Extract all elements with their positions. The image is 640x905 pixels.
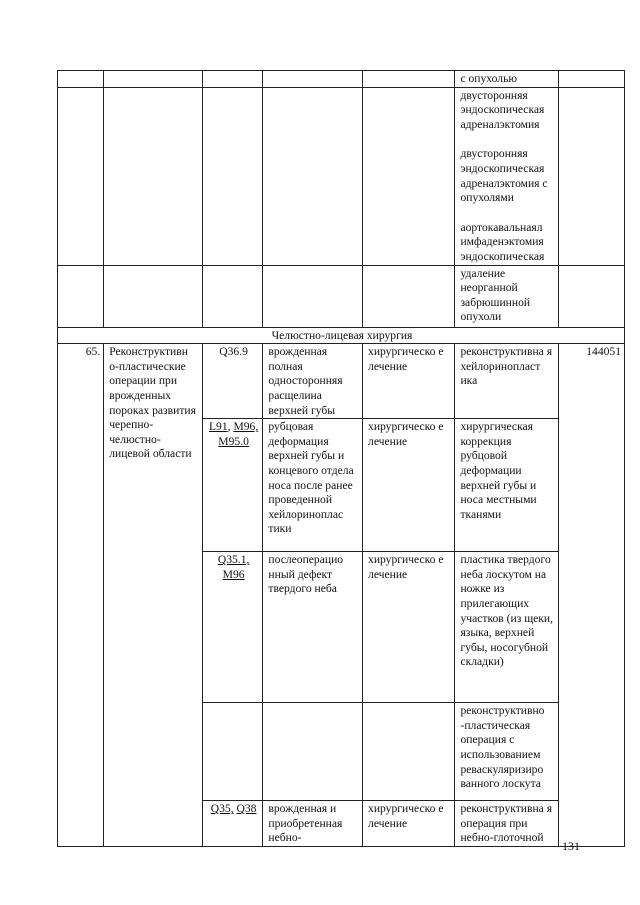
table-row [58,87,625,265]
patient-model: врожденная полная односторонняя расщелина верхней губы [263,344,363,419]
method-cell: пластика твердого неба лоскутом на ножке из прилегающих участков (из щеки, языка, верхней губы, носогубной складки) [455,552,559,703]
section-title: Челюстно-лицевая хирургия [58,327,625,344]
cost-value: 144051 [559,344,625,847]
patient-model: послеоперацио нный дефект твердого неба [263,552,363,703]
method-cell: удаление неорганной забрюшинной опухоли [455,265,559,327]
section-row [58,327,625,344]
method-text: аортокавальнаял имфаденэктомия эндоскопическая [460,220,545,263]
treatment-type: хирургическо е лечение [363,344,455,419]
method-cell: хирургическая коррекция рубцовой деформации верхней губы и носа местными тканями [455,419,559,552]
table-row [58,265,625,327]
table-row [58,344,625,419]
diagnosis-codes: L91, M96, M95.0 [202,419,263,552]
page-number: 131 [562,839,580,853]
treatment-type: хирургическо е лечение [363,419,455,552]
procedure-name: Реконструктивн о-пластические операции при врожденных пороках развития черепно-челюстно-лицевой области [104,344,203,847]
treatment-type: хирургическо е лечение [363,801,455,847]
method-text: двусторонняя эндоскопическая адреналэктомия [460,88,545,131]
patient-model: врожденная и приобретенная небно- [263,801,363,847]
table-row [58,71,625,88]
method-text: двусторонняя эндоскопическая адреналэктомия с опухолями [460,147,548,205]
diagnosis-codes: Q35.1, M96 [202,552,263,703]
diagnosis-codes: Q36.9 [202,344,263,419]
method-cell: с опухолью [455,71,559,88]
method-cell: реконструктивна я хейлоринопласт ика [455,344,559,419]
procedures-table [57,70,625,847]
row-number: 65. [58,344,104,847]
method-cell: реконструктивно -пластическая операция с использованием реваскуляризиро ванного лоскута [455,703,559,801]
diagnosis-codes: Q35, Q38 [202,801,263,847]
method-cell: реконструктивна я операция при небно-глоточной [455,801,559,847]
treatment-type: хирургическо е лечение [363,552,455,703]
patient-model: рубцовая деформация верхней губы и концевого отдела носа после ранее проведенной хейлориноплас тики [263,419,363,552]
method-cell [455,87,559,265]
